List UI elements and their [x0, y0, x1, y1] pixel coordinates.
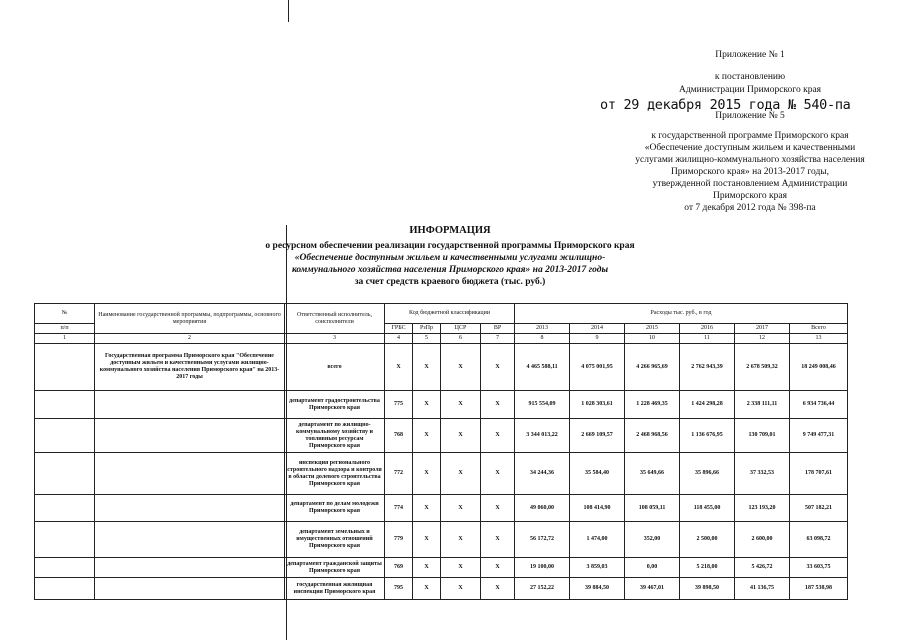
grbs-code: Х — [385, 344, 413, 391]
column-number: 7 — [481, 334, 515, 344]
column-number: 13 — [790, 334, 848, 344]
csr-code: Х — [441, 578, 481, 600]
appendix-1-label: Приложение № 1 — [715, 50, 785, 60]
column-number: 9 — [570, 334, 625, 344]
csr-code: Х — [441, 495, 481, 522]
row-number — [35, 558, 95, 578]
expense-value: 108 414,90 — [570, 495, 625, 522]
table-row — [35, 522, 848, 558]
rzpr-code: Х — [413, 558, 441, 578]
expense-value: 4 075 001,95 — [570, 344, 625, 391]
resource-table — [34, 303, 848, 600]
rzpr-code: Х — [413, 453, 441, 495]
grbs-code: 795 — [385, 578, 413, 600]
csr-code: Х — [441, 391, 481, 419]
col-num-header: № — [35, 304, 95, 324]
column-number: 11 — [680, 334, 735, 344]
vr-code: Х — [481, 578, 515, 600]
expense-value: 0,00 — [625, 558, 680, 578]
expense-value: 39 467,01 — [625, 578, 680, 600]
decree-date-stamp: от 29 декабря 2015 года № 540-па — [600, 97, 851, 113]
vr-code: Х — [481, 558, 515, 578]
table-row — [35, 344, 848, 391]
expense-value: 2 338 111,11 — [735, 391, 790, 419]
responsible-executor: департамент градостроительства Приморского края — [285, 391, 385, 419]
program-name — [95, 453, 285, 495]
col-expenses-header: Расходы тыс. руб., в год — [515, 304, 848, 324]
vr-code: Х — [481, 495, 515, 522]
title-line-1: о ресурсном обеспечении реализации государственной программы Приморского края — [265, 241, 635, 251]
table-row — [35, 419, 848, 453]
expense-value: 123 193,20 — [735, 495, 790, 522]
expense-value: 2 762 943,39 — [680, 344, 735, 391]
csr-code: Х — [441, 419, 481, 453]
responsible-executor: департамент гражданской защиты Приморского края — [285, 558, 385, 578]
col-responsible-header: Ответственный исполнитель, соисполнители — [285, 304, 385, 334]
col-name-header: Наименование государственной программы, подпрограммы, основного мероприятия — [95, 304, 285, 334]
program-name — [95, 495, 285, 522]
document-heading: ИНФОРМАЦИЯ — [409, 225, 491, 236]
program-reference-line: к государственной программе Приморского края — [651, 131, 849, 141]
expense-value: 2 678 509,32 — [735, 344, 790, 391]
expense-value: 49 060,00 — [515, 495, 570, 522]
expense-value: 118 455,00 — [680, 495, 735, 522]
title-line-2: «Обеспечение доступным жильем и качественными услугами жилищно- — [294, 253, 606, 263]
row-number — [35, 578, 95, 600]
expense-total: 33 603,75 — [790, 558, 848, 578]
responsible-executor: инспекция регионального строительного надзора и контроля в области долевого строительства Приморского края — [285, 453, 385, 495]
rzpr-code: Х — [413, 522, 441, 558]
row-number — [35, 391, 95, 419]
expense-value: 39 884,50 — [570, 578, 625, 600]
expense-value: 130 709,01 — [735, 419, 790, 453]
expense-total: 9 749 477,31 — [790, 419, 848, 453]
grbs-code: 772 — [385, 453, 413, 495]
column-number: 4 — [385, 334, 413, 344]
expense-value: 2 669 109,57 — [570, 419, 625, 453]
column-number: 1 — [35, 334, 95, 344]
budget-code-column-header: ЦСР — [441, 324, 481, 334]
column-number: 12 — [735, 334, 790, 344]
expense-value: 352,00 — [625, 522, 680, 558]
expense-value: 915 554,09 — [515, 391, 570, 419]
expense-value: 1 028 303,61 — [570, 391, 625, 419]
appendix-5-label: Приложение № 5 — [715, 111, 785, 121]
year-column-header: 2014 — [570, 324, 625, 334]
column-number: 6 — [441, 334, 481, 344]
column-number: 5 — [413, 334, 441, 344]
responsible-executor: департамент по жилищно-коммунальному хозяйству и топливным ресурсам Приморского края — [285, 419, 385, 453]
title-line-3: коммунального хозяйства населения Приморского края» на 2013-2017 годы — [291, 265, 609, 275]
csr-code: Х — [441, 558, 481, 578]
grbs-code: 775 — [385, 391, 413, 419]
vr-code: Х — [481, 453, 515, 495]
vr-code: Х — [481, 522, 515, 558]
year-column-header: 2015 — [625, 324, 680, 334]
expense-value: 4 266 965,69 — [625, 344, 680, 391]
expense-total: 178 707,61 — [790, 453, 848, 495]
expense-total: 63 098,72 — [790, 522, 848, 558]
vr-code: Х — [481, 391, 515, 419]
expense-value: 1 136 676,95 — [680, 419, 735, 453]
expense-value: 19 100,00 — [515, 558, 570, 578]
expense-value: 3 859,03 — [570, 558, 625, 578]
csr-code: Х — [441, 522, 481, 558]
expense-value: 2 500,00 — [680, 522, 735, 558]
program-reference-line: утвержденной постановлением Администрации — [652, 179, 848, 189]
csr-code: Х — [441, 344, 481, 391]
responsible-executor: всего — [285, 344, 385, 391]
grbs-code: 779 — [385, 522, 413, 558]
row-number — [35, 522, 95, 558]
expense-value: 41 136,75 — [735, 578, 790, 600]
title-line-4: за счет средств краевого бюджета (тыс. руб.) — [354, 277, 546, 287]
col-num-sub-header: п/п — [35, 324, 95, 334]
program-reference-line: от 7 декабря 2012 года № 398-па — [684, 203, 816, 213]
rzpr-code: Х — [413, 419, 441, 453]
budget-code-column-header: РзПр — [413, 324, 441, 334]
program-reference-line: Приморского края — [712, 191, 788, 201]
program-name — [95, 522, 285, 558]
expense-value: 1 474,00 — [570, 522, 625, 558]
rzpr-code: Х — [413, 495, 441, 522]
responsible-executor: государственная жилищная инспекция Приморского края — [285, 578, 385, 600]
expense-value: 4 465 588,11 — [515, 344, 570, 391]
column-number: 2 — [95, 334, 285, 344]
scan-line-top — [288, 0, 289, 22]
row-number — [35, 495, 95, 522]
expense-total: 187 538,98 — [790, 578, 848, 600]
program-name: Государственная программа Приморского края "Обеспечение доступным жильем и качественными услугами жилищно-коммунального хозяйства населения Приморского края" на 2013-2017 годы — [95, 344, 285, 391]
vr-code: Х — [481, 419, 515, 453]
expense-value: 39 898,50 — [680, 578, 735, 600]
vr-code: Х — [481, 344, 515, 391]
row-number — [35, 419, 95, 453]
program-name — [95, 578, 285, 600]
expense-value: 27 152,22 — [515, 578, 570, 600]
expense-value: 5 218,00 — [680, 558, 735, 578]
expense-total: 507 182,21 — [790, 495, 848, 522]
responsible-executor: департамент по делам молодежи Приморского края — [285, 495, 385, 522]
table-row — [35, 391, 848, 419]
table-row — [35, 558, 848, 578]
rzpr-code: Х — [413, 391, 441, 419]
column-number: 3 — [285, 334, 385, 344]
row-number — [35, 344, 95, 391]
program-reference-line: услугами жилищно-коммунального хозяйства населения — [635, 155, 865, 165]
column-number: 8 — [515, 334, 570, 344]
table-row — [35, 453, 848, 495]
expense-value: 2 600,00 — [735, 522, 790, 558]
expense-value: 37 332,53 — [735, 453, 790, 495]
expense-value: 1 424 298,28 — [680, 391, 735, 419]
program-reference-line: «Обеспечение доступным жильем и качественными — [644, 143, 856, 153]
expense-total: 18 249 008,46 — [790, 344, 848, 391]
responsible-executor: департамент земельных и имущественных отношений Приморского края — [285, 522, 385, 558]
col-budget-code-header: Код бюджетной классификации — [385, 304, 515, 324]
year-column-header: 2013 — [515, 324, 570, 334]
rzpr-code: Х — [413, 344, 441, 391]
expense-value: 35 649,66 — [625, 453, 680, 495]
program-reference-line: Приморского края» на 2013-2017 годы, — [670, 167, 830, 177]
expense-total: 6 934 736,44 — [790, 391, 848, 419]
grbs-code: 769 — [385, 558, 413, 578]
expense-value: 34 244,36 — [515, 453, 570, 495]
expense-value: 56 172,72 — [515, 522, 570, 558]
expense-value: 1 228 469,35 — [625, 391, 680, 419]
grbs-code: 768 — [385, 419, 413, 453]
expense-value: 3 344 013,22 — [515, 419, 570, 453]
budget-code-column-header: ВР — [481, 324, 515, 334]
expense-value: 2 468 968,56 — [625, 419, 680, 453]
program-name — [95, 391, 285, 419]
program-name — [95, 558, 285, 578]
expense-value: 35 896,66 — [680, 453, 735, 495]
budget-code-column-header: ГРБС — [385, 324, 413, 334]
expense-value: 5 426,72 — [735, 558, 790, 578]
table-row — [35, 578, 848, 600]
program-name — [95, 419, 285, 453]
administration-label: Администрации Приморского края — [678, 85, 822, 95]
expense-value: 35 584,40 — [570, 453, 625, 495]
grbs-code: 774 — [385, 495, 413, 522]
table-row — [35, 495, 848, 522]
year-column-header: 2017 — [735, 324, 790, 334]
year-column-header: 2016 — [680, 324, 735, 334]
to-decree-label: к постановлению — [714, 72, 786, 82]
year-column-header: Всего — [790, 324, 848, 334]
csr-code: Х — [441, 453, 481, 495]
column-number: 10 — [625, 334, 680, 344]
row-number — [35, 453, 95, 495]
rzpr-code: Х — [413, 578, 441, 600]
expense-value: 108 059,11 — [625, 495, 680, 522]
